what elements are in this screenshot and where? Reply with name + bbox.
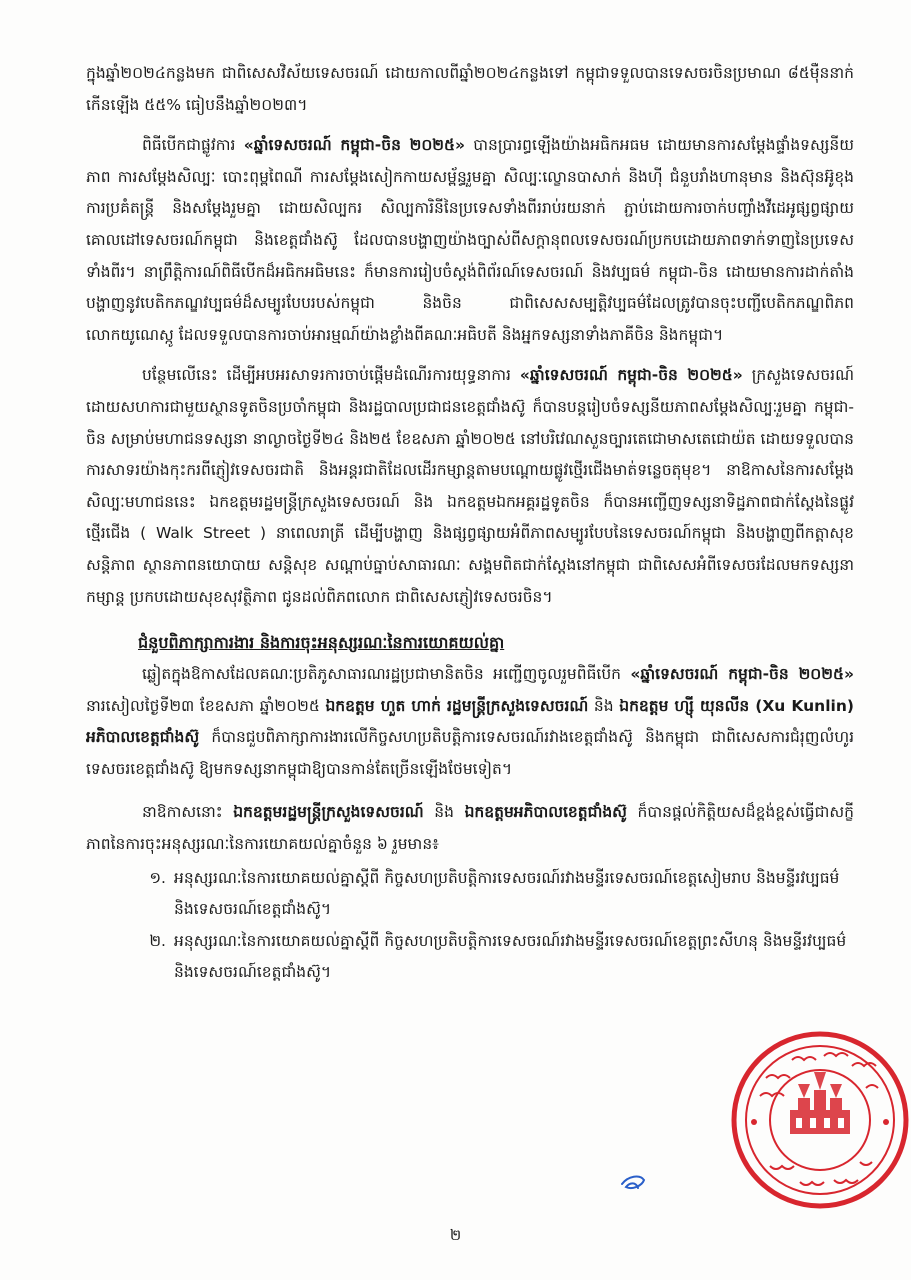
handwritten-initial-mark: [618, 1170, 648, 1194]
paragraph-3: [86, 360, 854, 613]
paragraph-2: [86, 130, 854, 351]
page-number: ២: [449, 1226, 462, 1244]
mou-list: [86, 863, 854, 989]
p2-text-b: បានប្រារព្ធឡើងយ៉ាងអធិកអធម ដោយមានការសម្តែងផ្ទាំងទស្សនីយភាព ការសម្តែងសិល្បៈ បោះពុម្ពពៃណី ការសម្តែងសៀកកាយសម្ព័ន្ធរួមគ្នា សិល្បៈល្ខោនបាសាក់ និងហ៊ី ជំនួបរាំងហានុមាន និងស៊ុនអ៊ូខុង ការប្រគំតន្ត្រី និងសម្តែងរួមគ្នា ដោយសិល្បករ សិល្បការិនីនៃប្រទេសទាំងពីររាប់រយនាក់ ភ្ជាប់ដោយការចាក់បញ្ចាំងវីដេអូផ្សព្វផ្សាយគោលដៅទេសចរណ៍កម្ពុជា និងខេត្តជាំងស៊ូ ដែលបានបង្ហាញយ៉ាងច្បាស់ពីសក្តានុពលទេសចរណ៍ប្រកបដោយភាពទាក់ទាញនៃប្រទេសទាំងពីរ។ នាព្រឹត្តិការណ៍ពិធីបើកដ៏អធិកអធិមនេះ ក៏មានការរៀបចំស្តង់ពិព័រណ៍ទេសចរណ៍ និងវប្បធម៌ កម្ពុជា-ចិន ដោយមានការដាក់តាំងបង្ហាញនូវបេតិកភណ្ឌវប្បធម៌ដ៏សម្បូរបែបរបស់កម្ពុជា និងចិន ជាពិសេសសម្បត្តិវប្បធម៌ដែលត្រូវបានចុះបញ្ជីបេតិកភណ្ឌពិភពលោកយូណេស្កូ ដែលទទួលបានការចាប់អារម្មណ៍យ៉ាងខ្លាំងពីគណៈអធិបតី និងអ្នកទស្សនាទាំងភាគីចិន និងកម្ពុជា។: [86, 136, 854, 344]
paragraph-5: [86, 797, 854, 860]
p4-bold-2: ឯកឧត្តម ហួត ហាក់ រដ្ឋមន្ត្រីក្រសួងទេសចរណ៍: [325, 696, 589, 715]
paragraph-1: ក្នុងឆ្នាំ២០២៤កន្លងមក ជាពិសេសវិស័យទេសចរណ៍ ដោយកាលពីឆ្នាំ២០២៤កន្លងទៅ កម្ពុជាទទួលបានទេសចរចិនប្រមាណ ៨៥ម៉ឺននាក់ កើនឡើង ៥៥% ធៀបនឹងឆ្នាំ២០២៣។: [86, 64, 854, 114]
p5-text-b: និង: [423, 803, 465, 822]
p5-bold-2: ឯកឧត្តមអភិបាលខេត្តជាំងស៊ូ: [464, 803, 627, 822]
paragraph-4: [86, 659, 854, 785]
section-heading: ជំនួបពិភាក្សាការងារ និងការចុះអនុស្សរណៈនៃការយោគយល់គ្នា: [138, 633, 505, 653]
list-item-number: ២.: [149, 931, 166, 950]
p3-text-b: ក្រសួងទេសចរណ៍ ដោយសហការជាមួយស្ថានទូតចិនប្រចាំកម្ពុជា និងរដ្ឋបាលប្រជាជនខេត្តជាំងស៊ូ ក៏បានបន្តរៀបចំទស្សនីយភាពសម្តែងសិល្បៈរួមគ្នា កម្ពុជា-ចិន សម្រាប់មហាជនទស្សនា នាល្ងាចថ្ងៃទី២៤ និង២៥ ខែឧសភា ឆ្នាំ២០២៥ នៅបរិវេណសួនច្បារតេជោមាសតេជោយ៉ត ដោយទទួលបានការសាទរយ៉ាងកុះករពីភ្ញៀវទេសចរជាតិ និងអន្តរជាតិដែលដើរកម្សាន្តតាមបណ្តោយផ្លូវថ្មើរជើងមាត់ទន្លេចតុមុខ។ នាឱកាសនៃការសម្តែងសិល្បៈមហាជននេះ ឯកឧត្តមរដ្ឋមន្ត្រីក្រសួងទេសចរណ៍ និង ឯកឧត្តមឯកអគ្គរដ្ឋទូតចិន ក៏បានអញ្ជើញទស្សនាទិដ្ឋភាពជាក់ស្តែងនៃផ្លូវថ្មើរជើង ( Walk Street ) នាពេលរាត្រី ដើម្បីបង្ហាញ និងផ្សព្វផ្សាយអំពីភាពសម្បូរបែបនៃទេសចរណ៍កម្ពុជា និងបង្ហាញពីកត្តាសុខសន្តិភាព ស្ថានភាពនយោបាយ សន្តិសុខ សណ្តាប់ធ្នាប់សាធារណៈ សង្គមពិតជាក់ស្តែងនៅកម្ពុជា ជាពិសេសអំពីទេសចរដែលមកទស្សនាកម្សាន្ត ប្រកបដោយសុខសុវត្ថិភាព ជូនដល់ពិភពលោក ជាពិសេសភ្ញៀវទេសចរចិន។: [86, 366, 854, 606]
p2-text-a: ពិធីបើកជាផ្លូវការ: [142, 136, 244, 155]
p4-text-b: នារសៀលថ្ងៃទី២៣ ខែឧសភា ឆ្នាំ២០២៥: [86, 696, 326, 715]
p5-text-c: ក៏បានផ្តល់កិត្តិយសដ៏ខ្ពង់ខ្ពស់ធ្វើជាសក្ខីភាពនៃការចុះអនុស្សរណៈនៃការយោគយល់គ្នាចំនួន ៦ រួមមាន៖: [86, 803, 854, 854]
p4-bold-3: ឯកឧត្តម ហ្ស៊ី យុនលីន (Xu Kunlin) អភិបាលខេត្តជាំងស៊ូ: [86, 696, 854, 747]
official-seal-stamp: [726, 1026, 911, 1214]
list-item-number: ១.: [149, 868, 166, 887]
list-item: [86, 863, 854, 926]
document-body: [86, 58, 854, 1005]
p3-text-a: បន្ថែមលើនេះ ដើម្បីអបអរសាទរការចាប់ផ្តើមដំណើរការយុទ្ធនាការ: [142, 366, 520, 385]
list-item: [86, 926, 854, 989]
list-item-text: អនុស្សរណៈនៃការយោគយល់គ្នាស្តីពី កិច្ចសហប្រតិបត្តិការទេសចរណ៍រវាងមន្ទីរទេសចរណ៍ខេត្តសៀមរាប និងមន្ទីរវប្បធម៌ និងទេសចរណ៍ខេត្តជាំងស៊ូ។: [174, 868, 840, 919]
list-item-text: អនុស្សរណៈនៃការយោគយល់គ្នាស្តីពី កិច្ចសហប្រតិបត្តិការទេសចរណ៍រវាងមន្ទីរទេសចរណ៍ខេត្តព្រះសីហនុ និងមន្ទីរវប្បធម៌ និងទេសចរណ៍ខេត្តជាំងស៊ូ។: [174, 931, 847, 982]
p4-bold-1: «ឆ្នាំទេសចរណ៍ កម្ពុជា-ចិន ២០២៥»: [630, 665, 854, 684]
p3-bold: «ឆ្នាំទេសចរណ៍ កម្ពុជា-ចិន ២០២៥»: [519, 366, 743, 385]
p4-text-d: ក៏បានជួបពិភាក្សាការងារលើកិច្ចសហប្រតិបត្តិការទេសចរណ៍រវាងខេត្តជាំងស៊ូ និងកម្ពុជា ជាពិសេសការជំរុញលំហូរទេសចរខេត្តជាំងស៊ូ ឱ្យមកទស្សនាកម្ពុជាឱ្យបានកាន់តែច្រើនឡើងថែមទៀត។: [86, 728, 854, 778]
p5-text-a: នាឱកាសនោះ: [142, 803, 234, 822]
p4-text-a: ឆ្លៀតក្នុងឱកាសដែលគណៈប្រតិភូសាធារណរដ្ឋប្រជាមានិតចិន អញ្ជើញចូលរួមពិធីបើក: [142, 665, 631, 684]
p2-bold: «ឆ្នាំទេសចរណ៍ កម្ពុជា-ចិន ២០២៥»: [243, 136, 466, 155]
p5-bold-1: ឯកឧត្តមរដ្ឋមន្ត្រីក្រសួងទេសចរណ៍: [233, 803, 424, 822]
p4-text-c: និង: [588, 696, 620, 715]
